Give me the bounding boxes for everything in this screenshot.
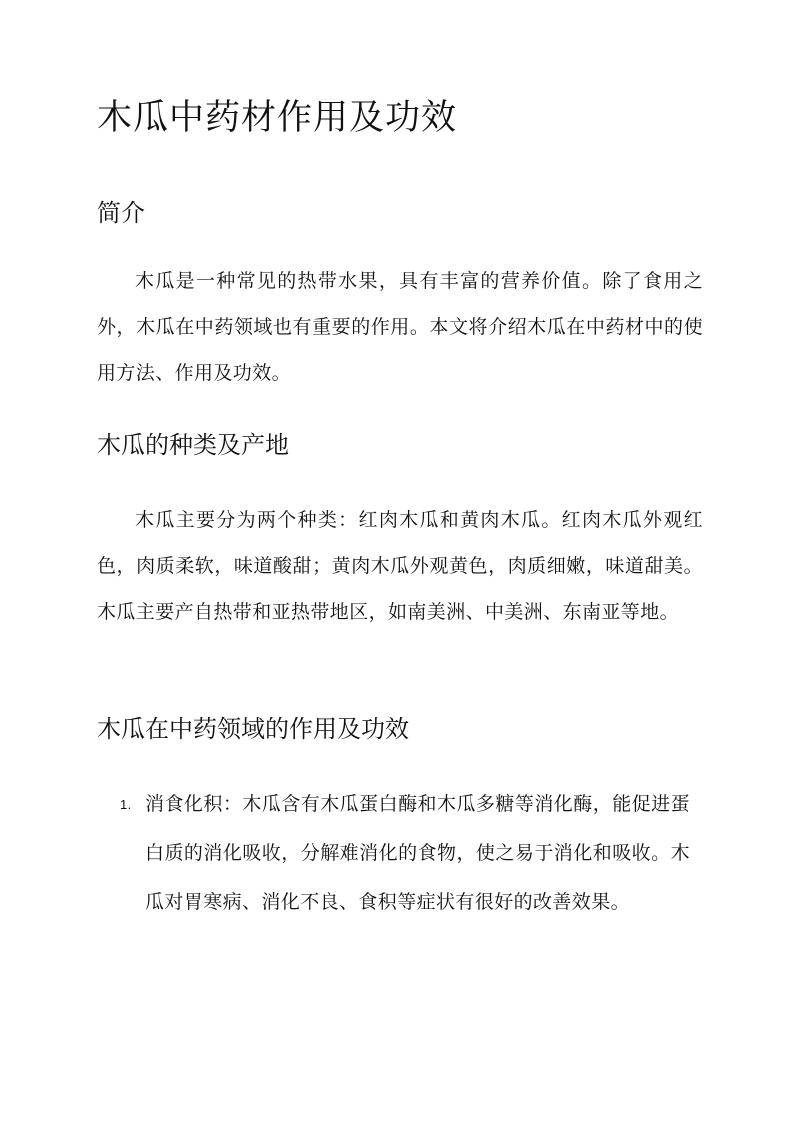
section-heading-intro: 简介: [97, 199, 145, 227]
list-item-number: 1.: [120, 797, 132, 812]
list-item-text: 消食化积：木瓜含有木瓜蛋白酶和木瓜多糖等消化酶，能促进蛋白质的消化吸收，分解难消化的食物，使之易于消化和吸收。木瓜对胃寒病、消化不良、食积等症状有很好的改善效果。: [145, 793, 690, 913]
document-title: 木瓜中药材作用及功效: [97, 98, 458, 138]
list-item: [97, 780, 690, 927]
section-paragraph-varieties: 木瓜主要分为两个种类：红肉木瓜和黄肉木瓜。红肉木瓜外观红色，肉质柔软，味道酸甜；黄肉木瓜外观黄色，肉质细嫩，味道甜美。木瓜主要产自热带和亚热带地区，如南美洲、中美洲、东南亚等地。: [97, 509, 703, 623]
section-paragraph-intro: 木瓜是一种常见的热带水果，具有丰富的营养价值。除了食用之外，木瓜在中药领域也有重要的作用。本文将介绍木瓜在中药材中的使用方法、作用及功效。: [97, 270, 703, 384]
section-heading-varieties: 木瓜的种类及产地: [97, 431, 289, 459]
section-heading-effects: 木瓜在中药领域的作用及功效: [97, 715, 409, 743]
effects-list: [97, 780, 703, 927]
